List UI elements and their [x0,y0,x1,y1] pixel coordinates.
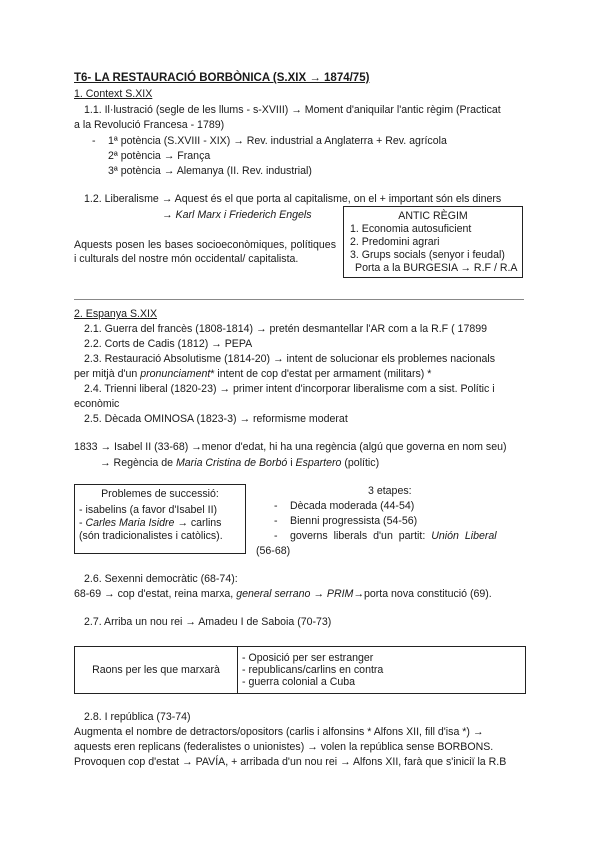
pronunciament-term: pronunciament [140,368,211,380]
etapa-item: Bienni progressista (54-56) [290,515,418,527]
text-fragment: → Regència de [100,457,176,469]
serrano-name: general serrano [236,588,311,600]
raons-item: - Oposició per ser estranger [242,652,374,664]
item-2-3-line2 [74,368,431,381]
etapa-item-cont: (56-68) [256,545,291,557]
item-2-2: 2.2. Corts de Cadis (1812) → PEPA [84,338,253,350]
antic-regim-item: 2. Predomini agrari [350,236,440,248]
text-fragment: per mitjà d'un [74,368,141,380]
problemes-line: (són tradicionalistes i catòlics). [79,530,223,542]
regent-name: Maria Cristina de Borbó [175,457,288,469]
item-2-8-p2: aquests eren replicans (federalistes o unionistes) → volen la república sense BORBONS. [74,741,494,753]
text-fragment: governs liberals d'un partit: [290,530,432,542]
authors-line [162,209,312,222]
potencia-3: 3ª potència → Alemanya (II. Rev. industrial) [108,165,312,177]
text-fragment: →porta nova constitució (69). [353,588,492,600]
item-1-1-line1: 1.1. Il·lustració (segle de les llums - s-XVIII) → Moment d'aniquilar l'antic règim (Practicat [84,104,501,116]
problemes-box [74,484,246,554]
problemes-line: - isabelins (a favor d'Isabel II) [79,504,218,516]
antic-regim-footer: Porta a la BURGESIA → R.F / R.A [355,262,518,274]
bullet-dash: - [274,530,278,542]
etapes-title: 3 etapes: [368,485,412,497]
text-fragment: (polític) [341,457,380,469]
text-fragment: → carlins [174,517,222,529]
item-2-3-line1: 2.3. Restauració Absolutisme (1814-20) → intent de solucionar els problemes nacionals [84,353,496,365]
item-2-4-line2: econòmic [74,398,120,410]
arrow: → [162,209,173,221]
raons-item: - republicans/carlins en contra [242,664,384,676]
prim-name: PRIM [326,588,354,600]
text-fragment: - [79,517,86,529]
divider [74,299,524,300]
raons-label: Raons per les que marxarà [75,647,238,694]
bullet-dash: - [92,135,96,147]
etapa-item [290,530,497,543]
etapa-item: Dècada moderada (44-54) [290,500,415,512]
item-1-1-line2: a la Revolució Francesa - 1789) [74,119,225,131]
item-2-7: 2.7. Arriba un nou rei → Amadeu I de Saboia (70-73) [84,616,332,628]
item-2-5: 2.5. Dècada OMINOSA (1823-3) → reformisme moderat [84,413,348,425]
raons-list [238,647,526,694]
item-2-1: 2.1. Guerra del francès (1808-1814) → pretén desmantellar l'AR com a la R.F ( 17899 [84,323,488,335]
antic-regim-title: ANTIC RÈGIM [398,210,468,222]
bullet-dash: - [274,500,278,512]
raons-table [74,646,526,694]
authors: Karl Marx i Friederich Engels [175,209,312,221]
item-2-8-p1: Augmenta el nombre de detractors/opositors (carlis i alfonsins * Alfons XII, fill d'isa *) → [74,726,484,738]
potencia-2: 2ª potència → França [108,150,211,162]
text-fragment: * intent de cop d'estat per armament (militars) * [210,368,432,380]
problemes-title: Problemes de successió: [101,488,219,500]
item-2-8-p3: Provoquen cop d'estat → PAVÍA, + arribada d'un nou rei → Alfons XII, farà que s'iniciï la R.B [74,756,507,768]
potencia-1: 1ª potència (S.XVIII - XIX) → Rev. industrial a Anglaterra + Rev. agrícola [108,135,447,147]
section-2-heading: 2. Espanya S.XIX [74,308,158,320]
bullet-dash: - [274,515,278,527]
section-1-heading: 1. Context S.XIX [74,88,153,100]
item-2-4-line1: 2.4. Trienni liberal (1820-23) → primer intent d'incorporar liberalisme com a sist. Polític i [84,383,495,395]
union-liberal: Unión Liberal [431,530,497,542]
isabel-line2 [100,457,379,470]
item-2-8: 2.8. I república (73-74) [84,711,191,723]
page-title: T6- LA RESTAURACIÓ BORBÒNICA (S.XIX → 1874/75) [74,72,370,84]
section-1-paragraph: Aquests posen les bases socioeconòmiques, polítiques i culturals del nostre món occidental/ capitalista. [74,239,336,265]
text-fragment: → [310,588,327,600]
antic-regim-item: 1. Economia autosuficient [350,223,472,235]
item-2-6-line2 [74,588,492,601]
text-fragment: 68-69 → cop d'estat, reina marxa, [74,588,237,600]
antic-regim-box [343,206,523,278]
raons-item: - guerra colonial a Cuba [242,676,356,688]
item-1-2: 1.2. Liberalisme → Aquest és el que porta al capitalisme, on el + important són els diners [84,193,502,205]
carles-name: Carles Maria Isidre [85,517,175,529]
text-fragment: i [287,457,296,469]
item-2-6: 2.6. Sexenni democràtic (68-74): [84,573,238,585]
isabel-line1: 1833 → Isabel II (33-68) →menor d'edat, hi ha una regència (algú que governa en nom seu) [74,441,507,453]
antic-regim-item: 3. Grups socials (senyor i feudal) [350,249,505,261]
problemes-line [79,517,241,530]
regent-name: Espartero [295,457,342,469]
